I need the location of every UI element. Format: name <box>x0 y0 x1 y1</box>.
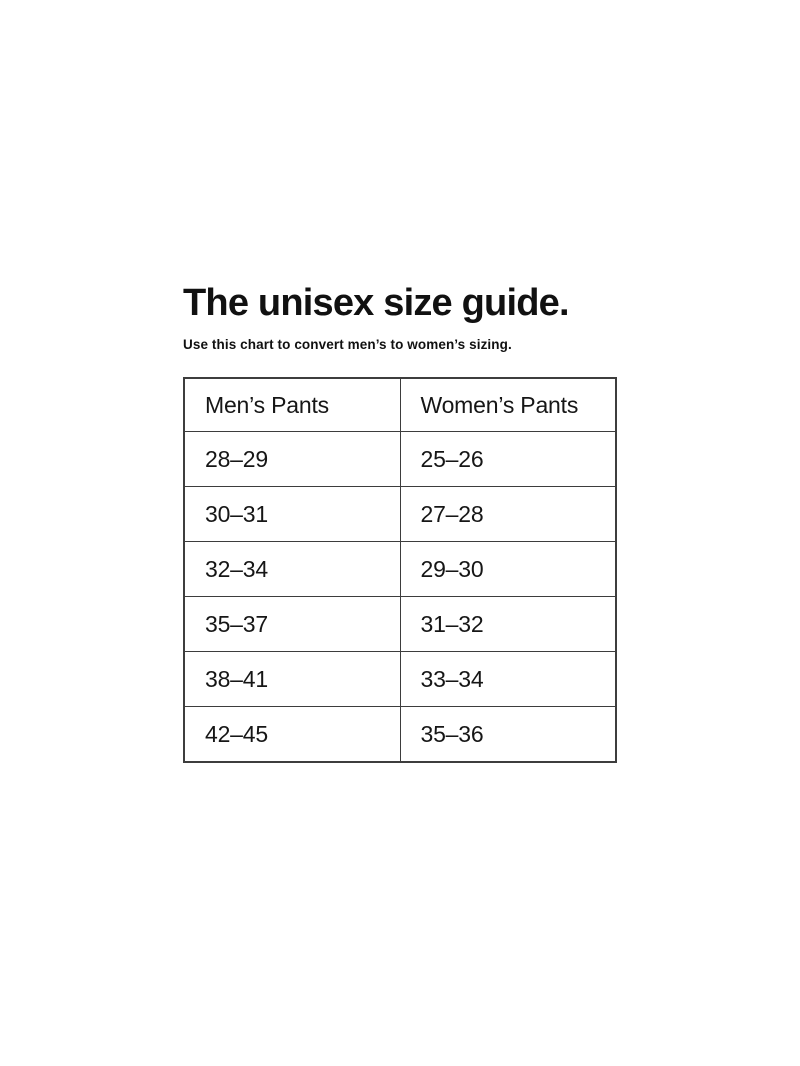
table-header-row <box>184 378 616 432</box>
table-row <box>184 432 616 487</box>
page-subtitle: Use this chart to convert men’s to women’s sizing. <box>183 336 512 352</box>
table-row <box>184 542 616 597</box>
size-guide-section <box>183 284 617 763</box>
table-row <box>184 597 616 652</box>
page-title: The unisex size guide. <box>183 282 569 324</box>
table-header <box>184 378 616 432</box>
table-cell: 28–29 <box>184 432 400 487</box>
column-header-womens-pants: Women’s Pants <box>400 378 616 432</box>
table-row <box>184 652 616 707</box>
table-cell: 35–37 <box>184 597 400 652</box>
table-cell: 30–31 <box>184 487 400 542</box>
table-cell: 35–36 <box>400 707 616 762</box>
table-cell: 27–28 <box>400 487 616 542</box>
table-cell: 38–41 <box>184 652 400 707</box>
table-cell: 33–34 <box>400 652 616 707</box>
table-cell: 25–26 <box>400 432 616 487</box>
table-cell: 29–30 <box>400 542 616 597</box>
table-row <box>184 707 616 762</box>
table-body <box>184 432 616 762</box>
size-guide-table <box>183 377 617 763</box>
table-cell: 42–45 <box>184 707 400 762</box>
column-header-mens-pants: Men’s Pants <box>184 378 400 432</box>
table-row <box>184 487 616 542</box>
table-cell: 32–34 <box>184 542 400 597</box>
table-cell: 31–32 <box>400 597 616 652</box>
